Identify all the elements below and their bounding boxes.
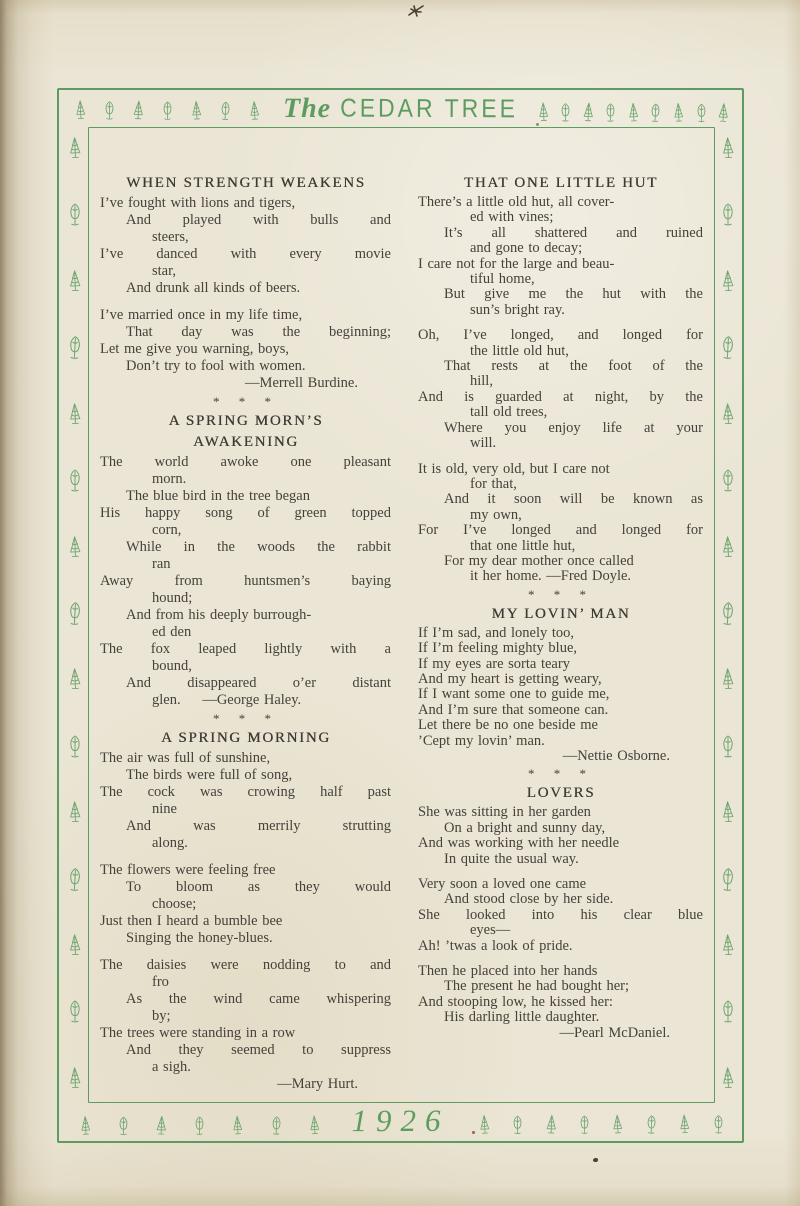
cedar-tree-icon: [671, 98, 686, 125]
cedar-tree-icon: [160, 96, 175, 122]
tree-ornament: [66, 132, 84, 167]
poem-line: And I’m sure that someone can.: [418, 701, 609, 718]
poem-title: LOVERS: [526, 785, 596, 802]
poem-line: To bloom as they would: [126, 879, 391, 895]
poem-line: If I want some one to guide me,: [418, 686, 610, 703]
cedar-tree-icon: [610, 1110, 626, 1137]
poem-line: will.: [470, 435, 497, 452]
masthead-script-word: The: [282, 92, 332, 125]
tree-ornament-row: [62, 1101, 338, 1145]
poem-line: a sigh.: [152, 1059, 191, 1075]
poem-line: The flowers were feeling free: [100, 862, 276, 878]
cedar-tree-icon: [116, 1112, 131, 1138]
poem-line: corn,: [152, 522, 182, 538]
poem-line: ed den: [152, 624, 192, 640]
poem-line: ran: [152, 556, 171, 572]
tree-ornament: [719, 663, 737, 698]
tree-ornament: [719, 1062, 737, 1097]
tree-ornament: [536, 98, 551, 129]
footer-band: [62, 1103, 739, 1142]
tree-ornament: [66, 730, 84, 765]
tree-ornament-row: [528, 89, 739, 132]
poem-line: She was sitting in her garden: [418, 804, 591, 821]
asterisk-separator: * * *: [213, 711, 279, 726]
tree-ornament: [510, 1111, 525, 1142]
poem-line: ed with vines;: [470, 209, 554, 226]
cedar-tree-icon: [577, 1110, 592, 1136]
poem-line: The blue bird in the tree began: [126, 488, 310, 504]
poem-line: hound;: [152, 590, 193, 606]
poem-line: And they seemed to suppress: [126, 1042, 391, 1058]
cedar-tree-icon: [66, 133, 84, 162]
cedar-tree-icon: [66, 797, 84, 826]
ink-blot-mark: [406, 3, 426, 19]
tree-ornament: [131, 96, 146, 127]
tree-ornament: [477, 1111, 492, 1142]
poem-line: And from his deeply burrough-: [126, 607, 312, 623]
scan-edge-shadow-bottom: [0, 1186, 800, 1206]
poem-line: I’ve married once in my life time,: [100, 307, 303, 323]
cedar-tree-icon: [580, 98, 596, 125]
poem-line: eyes—: [470, 922, 511, 939]
poem-line: And is guarded at night, by the: [418, 388, 703, 405]
tree-ornament: [610, 1110, 625, 1141]
cedar-tree-icon: [306, 1111, 322, 1138]
stanza-gap: [100, 852, 392, 862]
cedar-tree-icon: [715, 99, 731, 126]
tree-ornament: [269, 1111, 284, 1142]
tree-ornament: [603, 98, 618, 129]
poem-line: The cock was crowing half past: [100, 784, 391, 800]
poem-line: steers,: [152, 229, 189, 245]
cedar-tree-icon: [66, 464, 84, 494]
poem-line: hill,: [470, 373, 493, 390]
poem-column-right: [418, 171, 704, 1103]
poem-title: AWAKENING: [193, 434, 299, 450]
tree-ornament: [719, 198, 737, 233]
tree-ornament: [66, 531, 84, 566]
poem-line: But give me the hut with the: [444, 286, 703, 303]
poem-author: —Merrell Burdine.: [245, 375, 358, 391]
poem-line: If I’m feeling mighty blue,: [418, 640, 578, 657]
poem-line: The air was full of sunshine,: [100, 750, 271, 766]
poem-line: As the wind came whispering: [126, 991, 391, 1007]
cedar-tree-icon: [718, 596, 738, 628]
poem-line: nine: [152, 801, 177, 817]
tree-ornament: [66, 995, 84, 1030]
poem-line: If I’m sad, and lonely too,: [418, 624, 575, 641]
cedar-tree-icon: [693, 99, 708, 125]
poem-line: And stood close by her side.: [444, 891, 614, 908]
tree-ornament: [626, 98, 641, 129]
poem-title: WHEN STRENGTH WEAKENS: [126, 175, 366, 191]
masthead: [273, 93, 528, 126]
poem-line: On a bright and sunny day,: [444, 819, 606, 836]
poem-line: And it soon will be known as: [444, 491, 703, 508]
poem-line: Don’t try to fool with women.: [126, 358, 306, 374]
cedar-tree-icon: [66, 930, 84, 959]
tree-ornament: [671, 99, 686, 130]
poem-line: Away from huntsmen’s baying: [100, 573, 391, 589]
poem-line: Where you enjoy life at your: [444, 419, 703, 436]
poem-line: And played with bulls and: [126, 212, 391, 228]
poem-line: In quite the usual way.: [444, 850, 579, 867]
cedar-tree-icon: [719, 133, 737, 162]
poem-line: And drunk all kinds of beers.: [126, 280, 301, 296]
tree-ornament: [218, 97, 233, 128]
paper-speck: [593, 1158, 598, 1162]
cedar-tree-icon: [230, 1111, 246, 1138]
cedar-tree-icon: [719, 797, 737, 826]
tree-ornament: [693, 99, 708, 130]
cedar-tree-icon: [535, 98, 550, 125]
asterisk-separator: * * *: [528, 766, 594, 782]
cedar-tree-icon: [247, 97, 262, 124]
scan-edge-shadow-left: [0, 0, 54, 1206]
tree-ornament: [719, 995, 737, 1030]
poem-line: The daisies were nodding to and: [100, 957, 391, 973]
cedar-tree-icon: [510, 1111, 525, 1137]
tree-ornament: [247, 97, 262, 128]
poem-line: The present he had bought her;: [444, 978, 629, 995]
tree-ornament-row: [463, 1100, 739, 1144]
masthead-title: CEDAR TREE: [340, 92, 519, 123]
poem-author: —Mary Hurt.: [277, 1076, 358, 1092]
cedar-tree-icon: [643, 1110, 659, 1137]
tree-ornament: [719, 796, 737, 831]
cedar-tree-icon: [65, 330, 85, 362]
poem-line: tall old trees,: [470, 404, 548, 421]
tree-ornament: [154, 1112, 169, 1143]
asterisk-separator: * * *: [213, 394, 279, 409]
poem: [100, 412, 392, 709]
tree-ornament: [66, 663, 84, 698]
poem-column-left: [100, 171, 392, 1103]
poem-author: —Pearl McDaniel.: [559, 1024, 670, 1041]
tree-ornament: [558, 98, 573, 129]
cedar-tree-icon: [66, 730, 84, 760]
poem-line: the little old hut,: [470, 342, 569, 359]
tree-ornament: [192, 1112, 207, 1143]
poem-line: it her home. —Fred Doyle.: [470, 568, 632, 585]
cedar-tree-icon: [558, 98, 573, 124]
cedar-tree-icon: [268, 1111, 284, 1138]
cedar-tree-icon: [66, 531, 84, 560]
tree-ornament: [66, 398, 84, 433]
poem-line: His darling little daughter.: [444, 1009, 600, 1026]
tree-ornament: [73, 96, 88, 127]
tree-ornament: [719, 331, 737, 366]
poem-line: There’s a little old hut, all cover-: [418, 194, 615, 210]
tree-ornament: [66, 863, 84, 898]
cedar-tree-icon: [718, 330, 738, 362]
tree-ornament: [719, 730, 737, 765]
tree-ornament: [719, 597, 737, 632]
cedar-tree-icon: [719, 730, 737, 760]
cedar-tree-icon: [189, 96, 204, 123]
poem-line: The trees were standing in a row: [100, 1025, 296, 1041]
page-content: [88, 127, 715, 1103]
poem-line: and gone to decay;: [470, 240, 583, 257]
tree-ornament-row: [62, 87, 273, 130]
poem-line: choose;: [152, 896, 197, 912]
stanza-gap: [418, 452, 704, 462]
cedar-tree-icon: [626, 98, 641, 125]
tree-ornament: [66, 464, 84, 499]
poem-line: If my eyes are sorta teary: [418, 655, 570, 672]
poem: [418, 784, 704, 1041]
poem-line: tiful home,: [470, 271, 535, 288]
tree-ornament: [66, 1062, 84, 1097]
poem-line: The fox leaped lightly with a: [100, 641, 391, 657]
poem-line: It’s all shattered and ruined: [444, 224, 703, 241]
cedar-tree-icon: [130, 96, 146, 123]
cedar-tree-icon: [648, 98, 664, 125]
poem-author: —Nettie Osborne.: [562, 748, 670, 764]
poem-title: A SPRING MORNING: [161, 730, 331, 746]
poem-line: star,: [152, 263, 176, 279]
poem-line: She looked into his clear blue: [418, 906, 703, 923]
tree-ornament-column-left: [60, 132, 90, 1097]
poem-title: MY LOVIN’ MAN: [491, 605, 631, 622]
poem-line: Ah! ’twas a look of pride.: [418, 937, 573, 954]
tree-ornament: [66, 198, 84, 233]
tree-ornament: [307, 1111, 322, 1142]
tree-ornament: [102, 96, 117, 127]
year-label: 1926: [351, 1102, 450, 1138]
poem-line: ’Cept my lovin’ man.: [418, 732, 545, 749]
poem-line: It is old, very old, but I care not: [418, 460, 610, 477]
cedar-tree-icon: [102, 96, 117, 122]
tree-ornament-column-right: [713, 132, 743, 1097]
poem-line: His happy song of green topped: [100, 505, 391, 521]
tree-ornament: [719, 464, 737, 499]
cedar-tree-icon: [603, 98, 618, 124]
poem-line: my own,: [470, 506, 522, 523]
poem-line: I’ve fought with lions and tigers,: [100, 195, 296, 211]
tree-ornament: [577, 1110, 592, 1141]
cedar-tree-icon: [719, 531, 737, 560]
cedar-tree-icon: [719, 664, 737, 693]
cedar-tree-icon: [65, 862, 85, 894]
poem: [418, 174, 704, 585]
cedar-tree-icon: [719, 398, 737, 427]
cedar-tree-icon: [66, 198, 84, 228]
tree-ornament: [719, 398, 737, 433]
poem-line: that one little hut,: [470, 537, 576, 554]
tree-ornament: [66, 796, 84, 831]
poem-line: The world awoke one pleasant: [100, 454, 391, 470]
tree-ornament: [716, 99, 731, 130]
poem-line: Oh, I’ve longed, and longed for: [418, 327, 703, 344]
poem-line: That rests at the foot of the: [444, 358, 703, 375]
cedar-tree-icon: [543, 1110, 559, 1137]
tree-ornament: [648, 99, 663, 130]
poem: [100, 729, 392, 1093]
tree-ornament: [544, 1111, 559, 1142]
cedar-tree-icon: [77, 1111, 93, 1138]
masthead-band: [62, 90, 739, 129]
poem-line: glen. —George Haley.: [152, 692, 302, 708]
poem-line: And was working with her needle: [418, 835, 620, 852]
tree-ornament: [78, 1112, 93, 1143]
poem-line: morn.: [152, 471, 187, 487]
poem-line: along.: [152, 835, 188, 851]
poem-line: That day was the beginning;: [126, 324, 391, 340]
poem: [100, 174, 392, 392]
poem-line: Just then I heard a bumble bee: [100, 913, 283, 929]
cedar-tree-icon: [719, 1063, 737, 1092]
cedar-tree-icon: [66, 1063, 84, 1092]
tree-ornament: [66, 597, 84, 632]
cedar-tree-icon: [711, 1110, 726, 1136]
stanza-gap: [100, 297, 392, 307]
cedar-tree-icon: [66, 398, 84, 427]
tree-ornament: [711, 1110, 726, 1141]
poem-title: A SPRING MORN’S: [168, 413, 324, 429]
poem-title: THAT ONE LITTLE HUT: [463, 175, 659, 191]
poem-line: I care not for the large and beau-: [418, 255, 615, 272]
poem-line: Singing the honey-blues.: [126, 930, 273, 946]
poem-line: And disappeared o’er distant: [126, 675, 391, 691]
poem-line: And stooping low, he kissed her:: [418, 993, 613, 1010]
tree-ornament: [160, 96, 175, 127]
cedar-tree-icon: [66, 664, 84, 693]
tree-ornament: [66, 331, 84, 366]
cedar-tree-icon: [719, 464, 737, 494]
tree-ornament: [677, 1110, 692, 1141]
cedar-tree-icon: [192, 1112, 207, 1138]
tree-ornament: [116, 1112, 131, 1143]
poem-line: I’ve danced with every movie: [100, 246, 391, 262]
stanza-gap: [100, 947, 392, 957]
poem-line: For my dear mother once called: [444, 552, 634, 569]
cedar-tree-icon: [65, 596, 85, 628]
cedar-tree-icon: [718, 862, 738, 894]
cedar-tree-icon: [677, 1110, 693, 1137]
cedar-tree-icon: [66, 995, 84, 1025]
cedar-tree-icon: [476, 1110, 492, 1137]
cedar-tree-icon: [153, 1111, 169, 1138]
poem-line: And my heart is getting weary,: [418, 670, 602, 687]
cedar-tree-icon: [719, 266, 737, 295]
cedar-tree-icon: [719, 198, 737, 228]
tree-ornament: [66, 265, 84, 300]
cedar-tree-icon: [217, 96, 233, 123]
poem-line: bound,: [152, 658, 192, 674]
tree-ornament: [644, 1110, 659, 1141]
scan-edge-shadow-top: [0, 0, 800, 14]
tree-ornament: [230, 1111, 245, 1142]
poem-line: While in the woods the rabbit: [126, 539, 391, 555]
poem-line: The birds were full of song,: [126, 767, 293, 783]
decorative-frame: [57, 88, 744, 1143]
poem: [418, 605, 704, 765]
poem-line: Let there be no one beside me: [418, 717, 598, 734]
tree-ornament: [719, 132, 737, 167]
poem-line: And was merrily strutting: [126, 818, 391, 834]
cedar-tree-icon: [719, 930, 737, 959]
cedar-tree-icon: [66, 266, 84, 295]
tree-ornament: [66, 929, 84, 964]
poem-line: fro: [152, 974, 169, 990]
poem-line: sun’s bright ray.: [470, 301, 565, 318]
tree-ornament: [719, 265, 737, 300]
tree-ornament: [719, 929, 737, 964]
poem-line: for that,: [470, 475, 517, 492]
poem-line: For I’ve longed and longed for: [418, 522, 703, 539]
scan-edge-shadow-right: [784, 0, 800, 1206]
tree-ornament: [719, 863, 737, 898]
cedar-tree-icon: [719, 995, 737, 1025]
poem-line: by;: [152, 1008, 171, 1024]
poem-line: Then he placed into her hands: [418, 963, 598, 980]
cedar-tree-icon: [73, 96, 88, 123]
poem-line: Let me give you warning, boys,: [100, 341, 290, 357]
tree-ornament: [189, 97, 204, 128]
poem-line: Very soon a loved one came: [418, 876, 587, 893]
asterisk-separator: * * *: [528, 586, 594, 602]
tree-ornament: [581, 98, 596, 129]
tree-ornament: [719, 531, 737, 566]
